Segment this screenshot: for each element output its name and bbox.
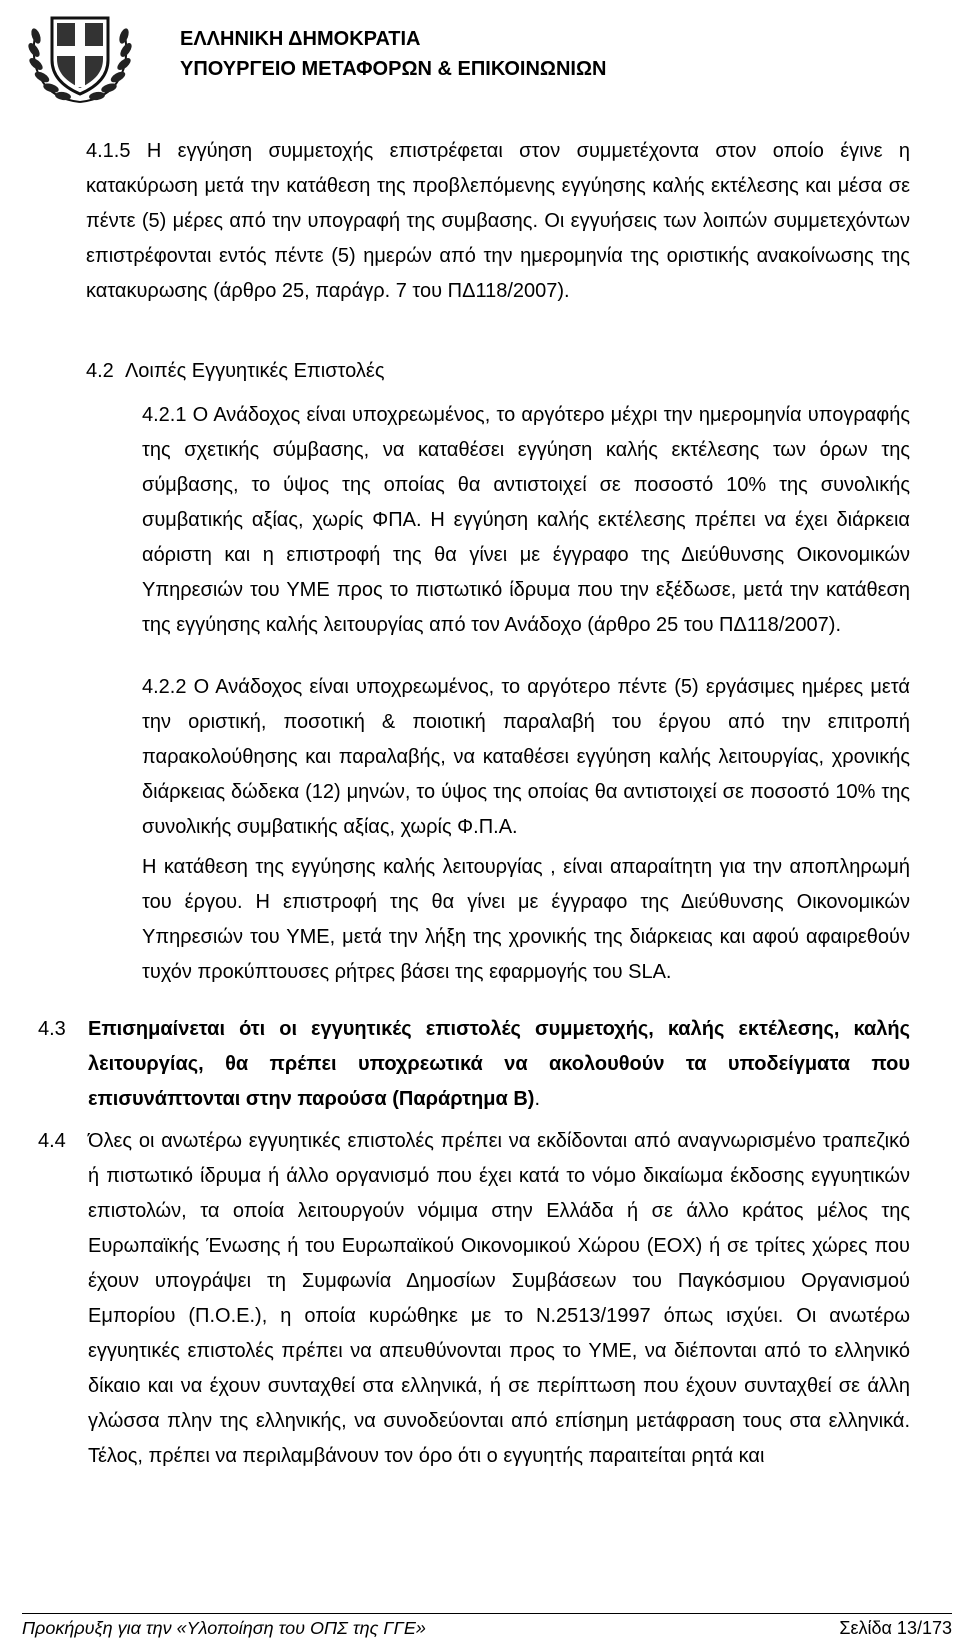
header-line-2: ΥΠΟΥΡΓΕΙΟ ΜΕΤΑΦΟΡΩΝ & ΕΠΙΚΟΙΝΩΝΙΩΝ bbox=[180, 58, 607, 80]
paragraph-4-4-text: Όλες οι ανωτέρω εγγυητικές επιστολές πρέπει να εκδίδονται από αναγνωρισμένο τραπεζικό ή πιστωτικό ίδρυμα ή άλλο οργανισμό που έχει κατά το νόμο δικαίωμα έκδοσης εγγυητικών επιστολών, τα οποία λειτουργούν νόμιμα στην Ελλάδα ή σε άλλο κράτος μέλος της Ευρωπαϊκής Ένωσης ή του Ευρωπαϊκού Οικονομικού Χώρου (ΕΟΧ) ή σε τρίτες χώρες που έχουν υπογράψει τη Συμφωνία Δημοσίων Συμβάσεων του Παγκόσμιου Οργανισμού Εμπορίου (Π.Ο.Ε.), η οποία κυρώθηκε με το Ν.2513/1997 όπως ισχύει. Οι ανωτέρω εγγυητικές επιστολές πρέπει να απευθύνονται προς το ΥΜΕ, να διέπονται από το ελληνικό δίκαιο και να έχουν συνταχθεί στα ελληνικά, ή σε περίπτωση που έχουν συνταχθεί σε άλλη γλώσσα πλην της ελληνικής, να συνοδεύονται από επίσημη μετάφραση τους στα ελληνικά. Τέλος, πρέπει να περιλαμβάνουν τον όρο ότι ο εγγυητής παραιτείται ρητά και bbox=[88, 1130, 910, 1467]
paragraph-4-1-5: 4.1.5 Η εγγύηση συμμετοχής επιστρέφεται στον συμμετέχοντα στον οποίο έγινε η κατακύρωση μετά την κατάθεση της προβλεπόμενης εγγύησης καλής εκτέλεσης και μέσα σε πέντε (5) μέρες από την υπογραφή της συμβασης. Οι εγγυήσεις των λοιπών συμμετεχόντων επιστρέφονται εντός πέντε (5) ημερών από την ημερομηνία της οριστικής ανακοίνωσης της κατακυρωσης (άρθρο 25, παράγρ. 7 του ΠΔ118/2007). bbox=[86, 140, 910, 302]
header-line-1: ΕΛΛΗΝΙΚΗ ΔΗΜΟΚΡΑΤΙΑ bbox=[180, 28, 421, 50]
header bbox=[22, 8, 922, 108]
paragraph-4-2-1: 4.2.1 Ο Ανάδοχος είναι υποχρεωμένος, το αργότερο μέχρι την ημερομηνία υπογραφής της σχετικής σύμβασης, να καταθέσει εγγύηση καλής εκτέλεσης των όρων της σύμβασης, το ύψος της οποίας θα αντιστοιχεί σε ποσοστό 10% της συνολικής συμβατικής αξίας, χωρίς ΦΠΑ. Η εγγύηση καλής εκτέλεσης πρέπει να έχει διάρκεια αόριστη και η επιστροφή της θα γίνει με έγγραφο της Διεύθυνσης Οικονομικών Υπηρεσιών του ΥΜΕ προς το πιστωτικό ίδρυμα που την εξέδωσε, μετά την κατάθεση της εγγύησης καλής λειτουργίας από τον Ανάδοχο (άρθρο 25 του ΠΔ118/2007). bbox=[142, 404, 910, 636]
section-number-4-4: 4.4 bbox=[38, 1130, 66, 1152]
period: . bbox=[534, 1088, 540, 1110]
section-title: Λοιπές Εγγυητικές Επιστολές bbox=[124, 360, 385, 382]
footer-document-title: Προκήρυξη για την «Υλοποίηση του ΟΠΣ της ΓΓΕ» bbox=[22, 1618, 426, 1638]
header-title bbox=[180, 24, 606, 84]
page-number: Σελίδα 13/173 bbox=[839, 1618, 952, 1638]
section-number: 4.2 bbox=[86, 360, 114, 382]
section-number-4-3: 4.3 bbox=[38, 1018, 66, 1040]
emphasis-text: Επισημαίνεται ότι οι εγγυητικές επιστολές συμμετοχής, καλής εκτέλεσης, καλής λειτουργίας, θα πρέπει υποχρεωτικά να ακολουθούν τα υποδείγματα που επισυνάπτονται στην παρούσα (Παράρτημα Β) bbox=[88, 1018, 910, 1110]
greek-coat-of-arms-icon bbox=[22, 8, 138, 108]
paragraph-4-2-2-continued: Η κατάθεση της εγγύησης καλής λειτουργίας , είναι απαραίτητη για την αποπληρωμή του έργου. Η επιστροφή της θα γίνει με έγγραφο της Διεύθυνσης Οικονομικών Υπηρεσιών του ΥΜΕ, μετά την λήξη της χρονικής της διάρκειας και αφού αφαιρεθούν τυχόν προκύπτουσες ρήτρες βάσει της εφαρμογής του SLA. bbox=[142, 856, 910, 983]
section-heading-4-2 bbox=[86, 354, 384, 389]
footer-divider bbox=[22, 1613, 952, 1614]
paragraph-4-3-text bbox=[88, 1012, 910, 1117]
paragraph-4-2-2: 4.2.2 Ο Ανάδοχος είναι υποχρεωμένος, το αργότερο πέντε (5) εργάσιμες ημέρες μετά την οριστική, ποσοτική & ποιοτική παραλαβή του έργου από την επιτροπή παρακολούθησης και παραλαβής, να καταθέσει εγγύηση καλής λειτουργίας, χρονικής διάρκειας δώδεκα (12) μηνών, το ύψος της οποίας θα αντιστοιχεί σε ποσοστό 10% της συνολικής συμβατικής αξίας, χωρίς Φ.Π.Α. bbox=[142, 676, 910, 838]
